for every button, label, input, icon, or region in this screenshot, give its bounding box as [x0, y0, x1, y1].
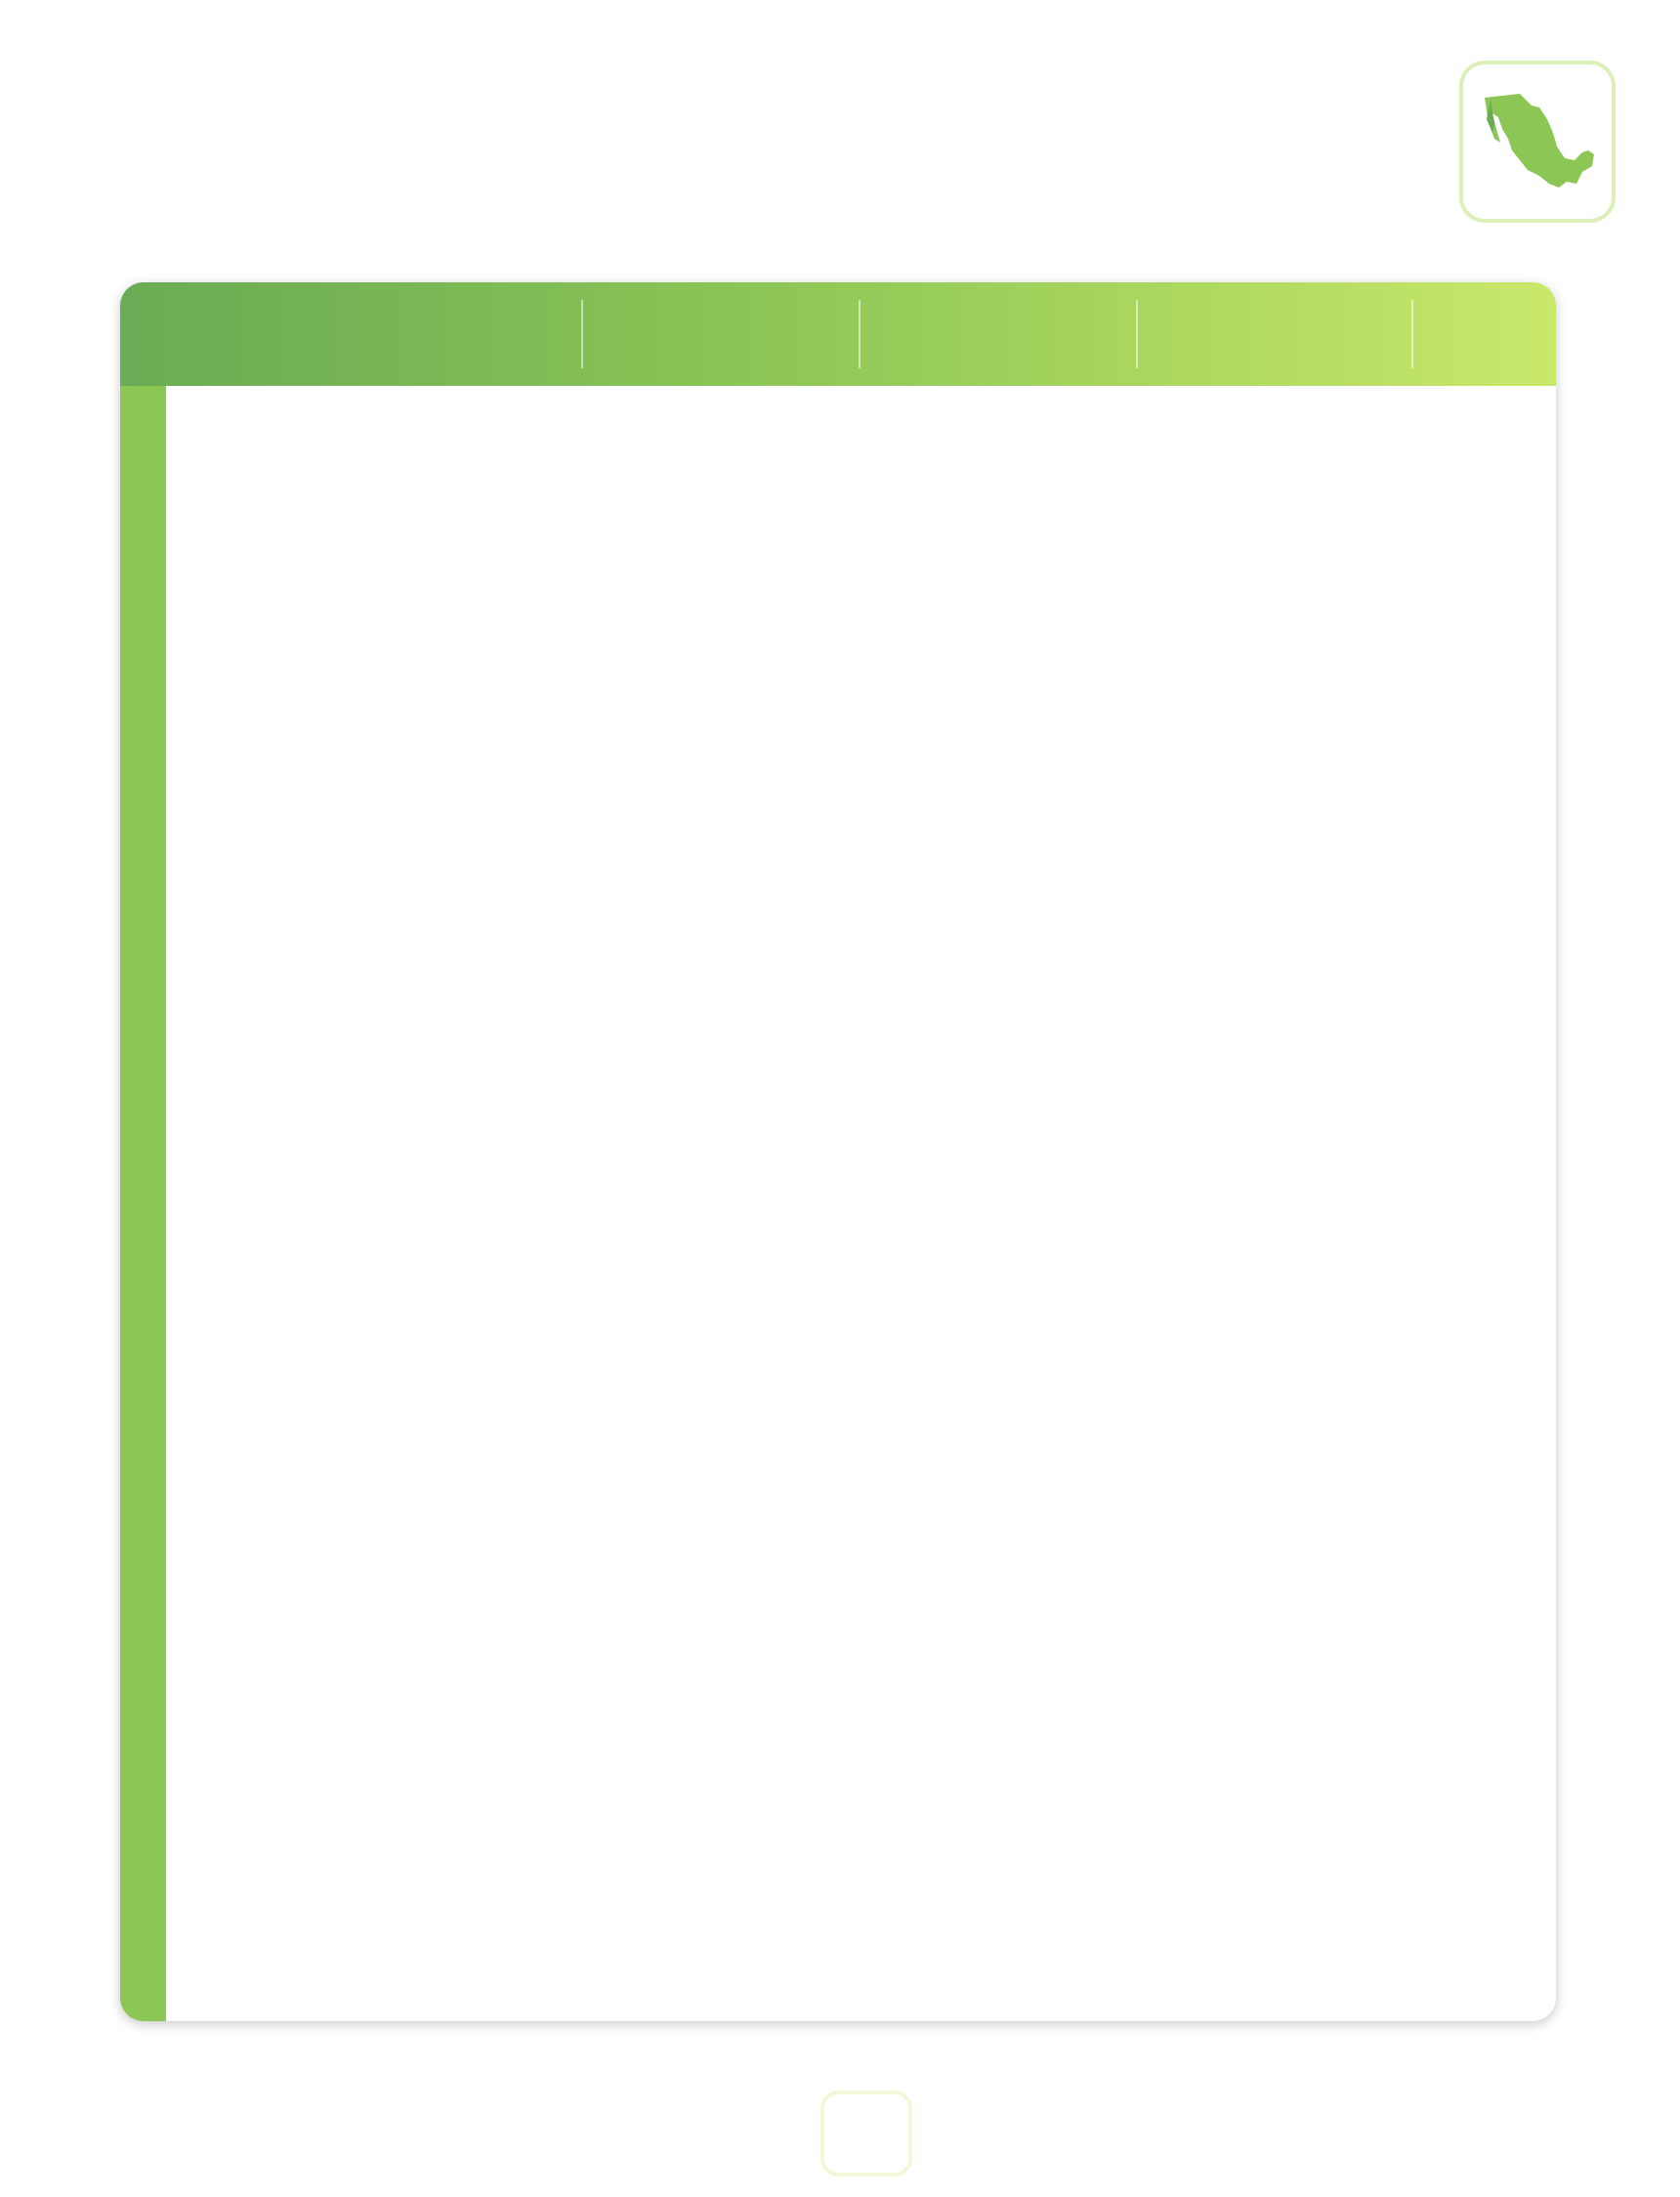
group-label-column	[120, 386, 166, 2021]
balance-table-card	[120, 282, 1556, 2021]
column-header-variation	[1138, 306, 1411, 364]
mexico-map-badge	[1459, 61, 1616, 223]
column-header-2025	[861, 306, 1136, 364]
column-header-2024	[583, 306, 859, 364]
mexico-map-icon	[1481, 90, 1598, 197]
table-header	[120, 282, 1556, 386]
page-number	[820, 2091, 912, 2176]
column-header-percent	[1413, 306, 1556, 364]
